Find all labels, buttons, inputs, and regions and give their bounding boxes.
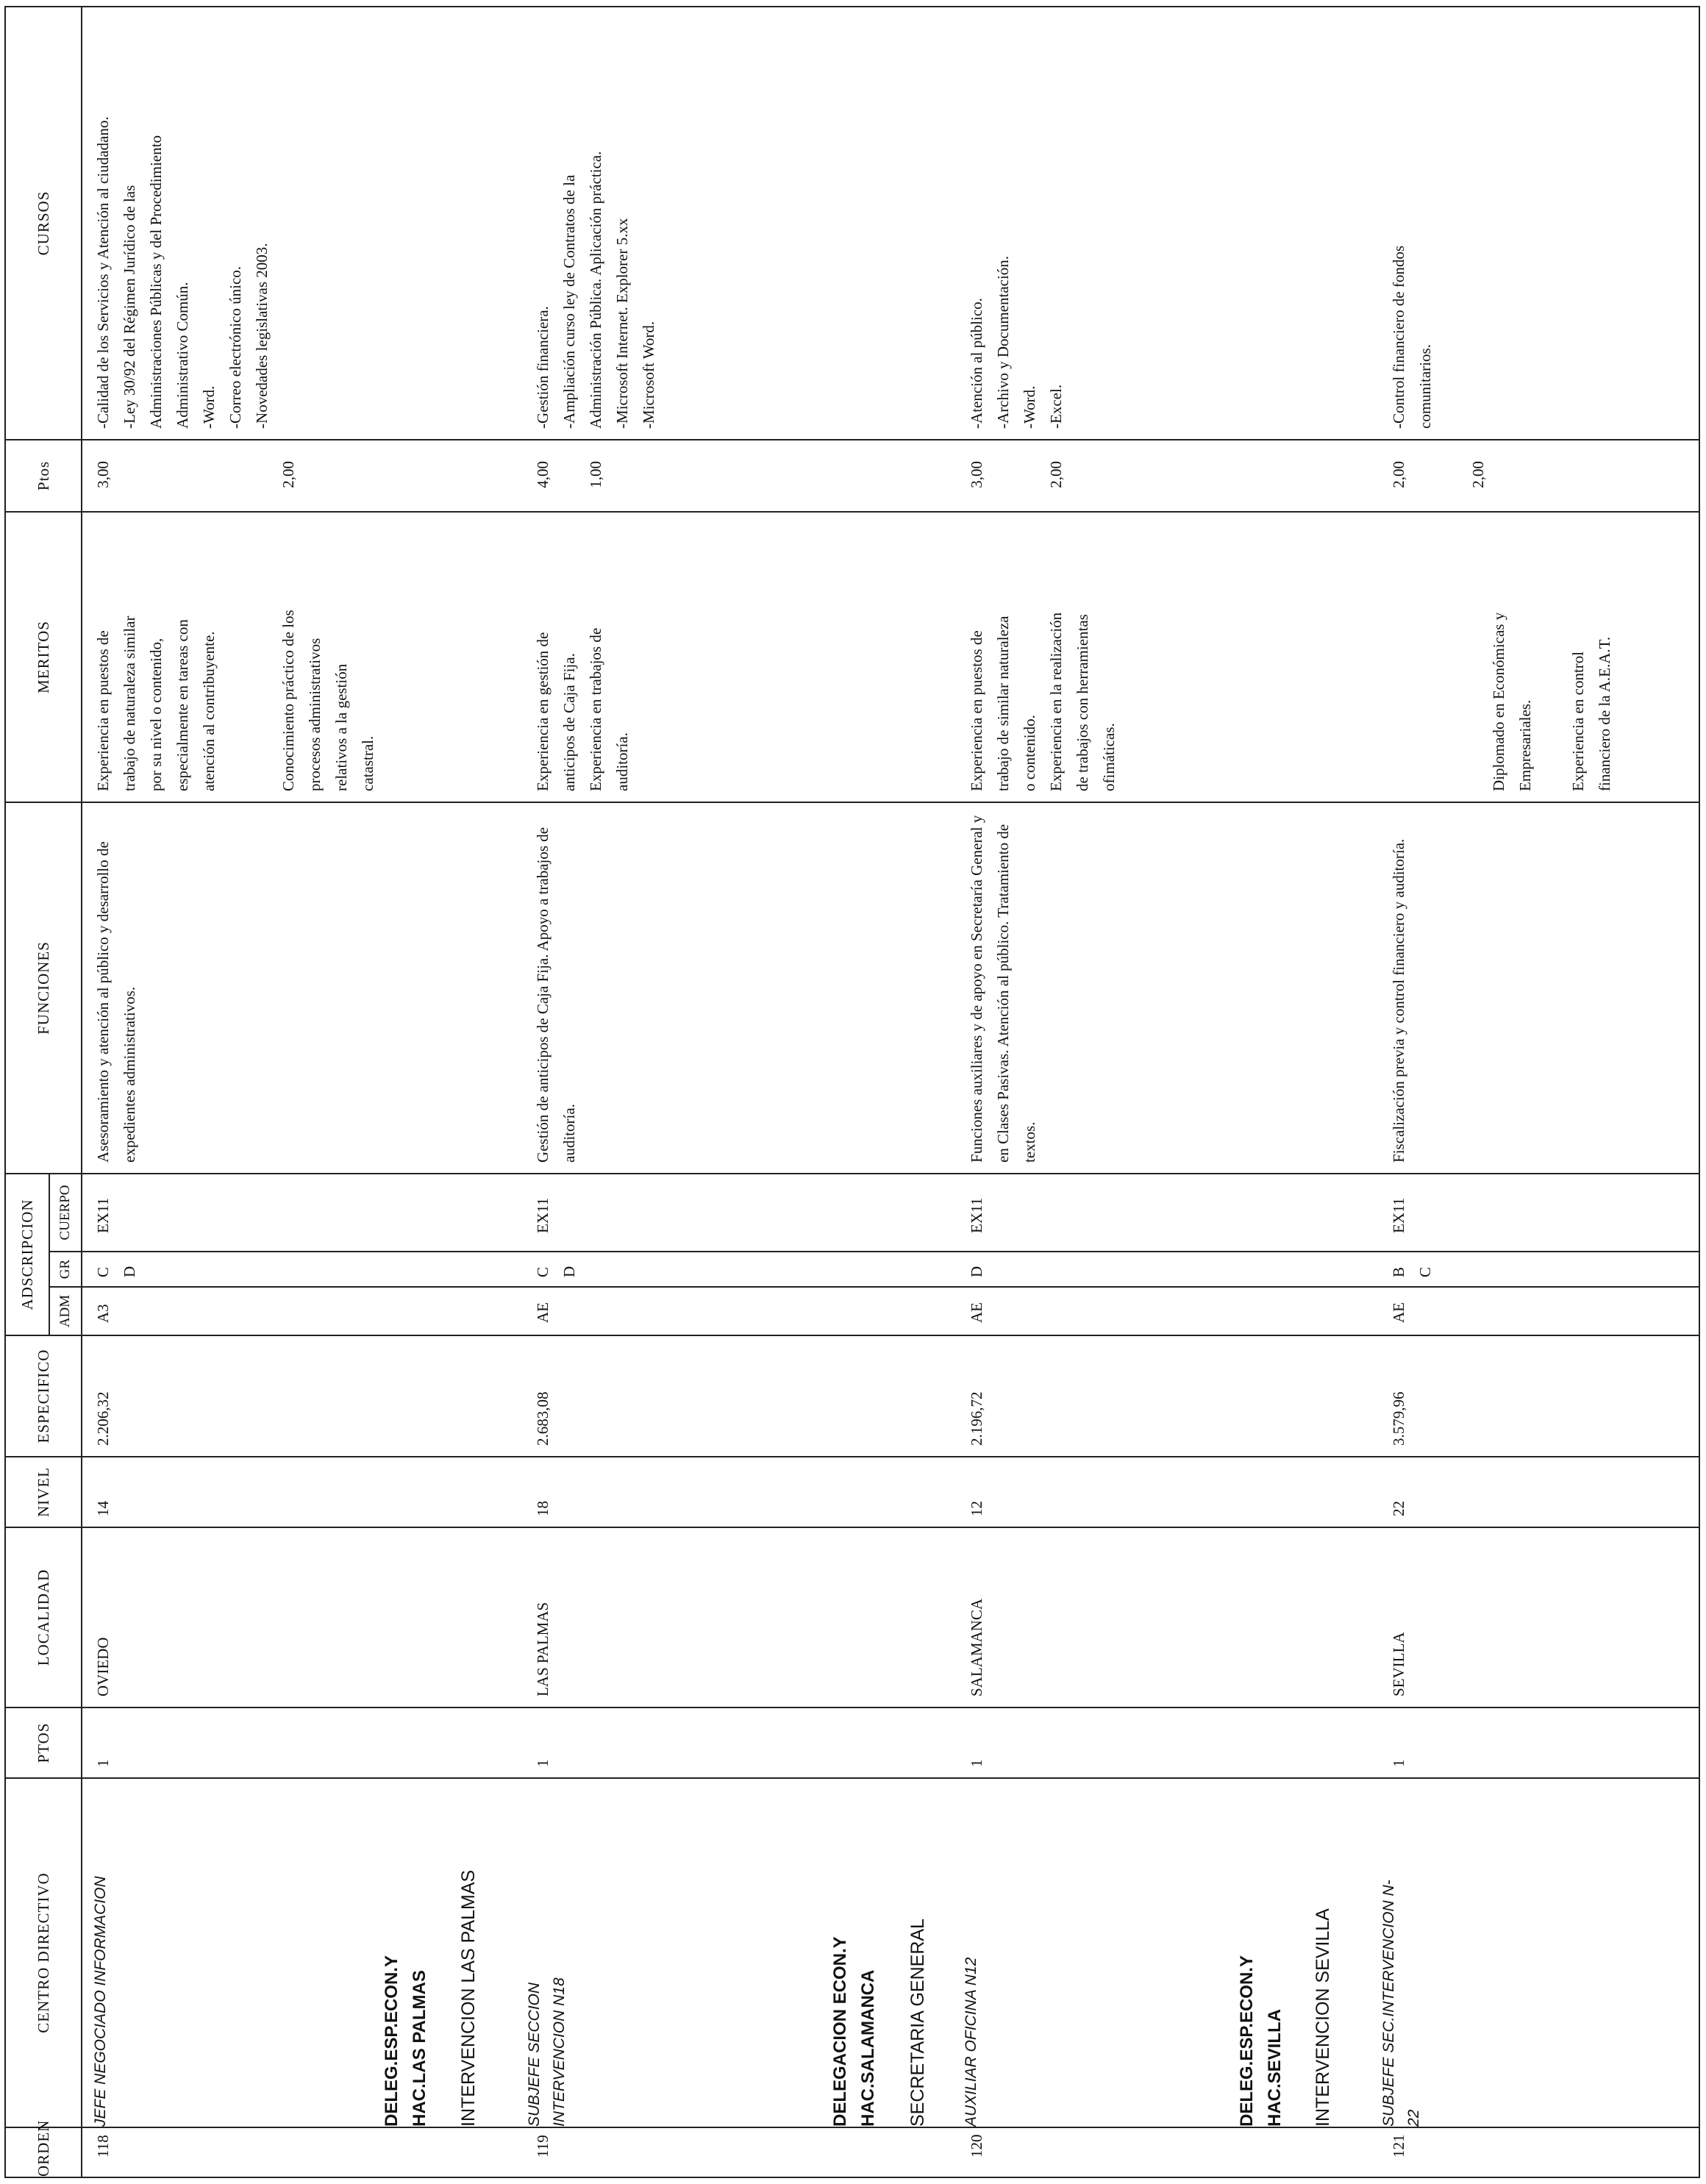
orden-118: 118 bbox=[94, 2135, 112, 2158]
header-centro-directivo: CENTRO DIRECTIVO bbox=[5, 1778, 82, 2127]
puesto-121: SUBJEFE SEC.INTERVENCION N-22 bbox=[1380, 1880, 1422, 2127]
cuerpo-118: EX11 bbox=[94, 1197, 112, 1233]
unidad-119: INTERVENCION LAS PALMAS bbox=[458, 1869, 479, 2127]
ptos-meritos-119-b: 1,00 bbox=[587, 460, 604, 488]
gr1-120: D bbox=[968, 1266, 985, 1277]
delegacion-120: DELEGACION ECON.Y HAC.SALAMANCA bbox=[830, 1936, 878, 2127]
curso-item: -Word. bbox=[1021, 385, 1038, 429]
curso-item: -Ampliación curso ley de Contratos de la Administración Pública. Aplicación práctica. bbox=[560, 151, 604, 429]
nivel-121: 22 bbox=[1390, 1501, 1407, 1516]
ptos-119: 1 bbox=[534, 1759, 552, 1767]
header-ptos-meritos: Ptos bbox=[5, 440, 82, 512]
especifico-120: 2.196,72 bbox=[968, 1391, 985, 1446]
gr2-118: D bbox=[121, 1266, 138, 1277]
adm-120: AE bbox=[968, 1302, 985, 1323]
delegacion-119: DELEG.ESP.ECON.Y HAC.LAS PALMAS bbox=[382, 1955, 429, 2127]
header-ptos: PTOS bbox=[5, 1707, 82, 1778]
curso-item: -Correo electrónico único. bbox=[226, 265, 244, 429]
col-funciones bbox=[82, 802, 1699, 1174]
adm-121: AE bbox=[1390, 1302, 1407, 1323]
localidad-118: OVIEDO bbox=[94, 1637, 112, 1696]
header-orden: ORDEN bbox=[5, 2127, 82, 2177]
curso-item: -Archivo y Documentación. bbox=[994, 255, 1012, 429]
gr2-121: C bbox=[1416, 1266, 1434, 1277]
delegacion-121: DELEG.ESP.ECON.Y HAC.SEVILLA bbox=[1237, 1955, 1285, 2127]
puesto-119: SUBJEFE SECCION INTERVENCION N18 bbox=[526, 1977, 568, 2127]
curso-item: -Novedades legislativas 2003. bbox=[253, 243, 271, 429]
col-cuerpo bbox=[82, 1174, 1699, 1252]
ptos-120: 1 bbox=[968, 1759, 985, 1767]
curso-item: -Control financiero de fondos comunitarios. bbox=[1390, 245, 1434, 429]
gr1-119: C bbox=[534, 1266, 552, 1277]
header-adscripcion: ADSCRIPCION bbox=[5, 1174, 49, 1335]
header-adm: ADM bbox=[49, 1287, 82, 1335]
cursos-120 bbox=[963, 81, 1069, 439]
curso-item: -Gestión financiera. bbox=[534, 306, 552, 429]
especifico-121: 3.579,96 bbox=[1390, 1391, 1407, 1446]
especifico-119: 2.683,08 bbox=[534, 1391, 552, 1446]
cursos-121 bbox=[1385, 213, 1438, 439]
localidad-120: SALAMANCA bbox=[968, 1598, 985, 1696]
curso-item: -Ley 30/92 del Régimen Jurídico de las Administraciones Públicas y del Procedimiento Administrativo Común. bbox=[121, 135, 191, 429]
localidad-121: SEVILLA bbox=[1390, 1632, 1407, 1696]
col-especifico bbox=[82, 1335, 1699, 1457]
col-cursos bbox=[82, 7, 1699, 440]
funciones-121: Fiscalización previa y control financiero y auditoría. bbox=[1390, 838, 1407, 1163]
unidad-120: SECRETARIA GENERAL bbox=[907, 1919, 928, 2127]
curso-item: -Atención al público. bbox=[968, 298, 985, 429]
puesto-120: AUXILIAR OFICINA N12 bbox=[963, 1957, 979, 2127]
orden-120: 120 bbox=[968, 2134, 985, 2158]
meritos-121-b: Experiencia en control financiero de la A.E.A.T. bbox=[1569, 636, 1613, 791]
localidad-119: LAS PALMAS bbox=[534, 1602, 552, 1696]
puesto-118: JEFE NEGOCIADO INFORMACION bbox=[92, 1876, 109, 2127]
ptos-meritos-121-a: 2,00 bbox=[1390, 460, 1407, 488]
ptos-meritos-120-a: 3,00 bbox=[968, 460, 985, 488]
curso-item: -Excel. bbox=[1047, 384, 1065, 429]
col-centro-directivo bbox=[82, 1778, 1699, 2127]
cuerpo-119: EX11 bbox=[534, 1197, 552, 1233]
gr1-121: B bbox=[1390, 1266, 1407, 1277]
meritos-118-b: Conocimiento práctico de los procesos administrativos relativos a la gestión catastral. bbox=[279, 610, 376, 791]
ptos-meritos-119-a: 4,00 bbox=[534, 460, 552, 488]
header-meritos: MERITOS bbox=[5, 512, 82, 802]
col-orden bbox=[82, 2127, 1699, 2177]
orden-119: 119 bbox=[534, 2135, 552, 2158]
meritos-121-a: Diplomado en Económicas y Empresariales. bbox=[1490, 612, 1534, 791]
meritos-119-b: Experiencia en trabajos de auditoría. bbox=[587, 627, 631, 791]
nivel-120: 12 bbox=[968, 1501, 985, 1516]
adm-118: A3 bbox=[94, 1304, 112, 1323]
ptos-meritos-121-b: 2,00 bbox=[1469, 460, 1487, 488]
header-especifico: ESPECIFICO bbox=[5, 1335, 82, 1457]
especifico-118: 2.206,32 bbox=[94, 1391, 112, 1446]
header-localidad: LOCALIDAD bbox=[5, 1527, 82, 1707]
cuerpo-120: EX11 bbox=[968, 1197, 985, 1233]
col-ptos bbox=[82, 1707, 1699, 1778]
cursos-119 bbox=[529, 81, 662, 439]
ptos-121: 1 bbox=[1390, 1759, 1407, 1767]
header-nivel: NIVEL bbox=[5, 1457, 82, 1527]
header-cuerpo: CUERPO bbox=[49, 1174, 82, 1252]
ptos-meritos-118-b: 2,00 bbox=[279, 460, 297, 488]
curso-item: -Calidad de los Servicios y Atención al ciudadano. bbox=[94, 116, 112, 429]
funciones-120: Funciones auxiliares y de apoyo en Secretaría General y en Clases Pasivas. Atención al público. Tratamiento de textos. bbox=[968, 815, 1038, 1163]
meritos-120-b: Experiencia en la realización de trabajos con herramientas ofimáticas. bbox=[1047, 612, 1118, 791]
gr2-119: D bbox=[560, 1266, 578, 1277]
col-adm bbox=[82, 1287, 1699, 1335]
col-meritos bbox=[82, 512, 1699, 802]
funciones-118: Asesoramiento y atención al público y desarrollo de expedientes administrativos. bbox=[94, 841, 138, 1163]
header-cursos: CURSOS bbox=[5, 7, 82, 440]
nivel-118: 14 bbox=[94, 1501, 112, 1516]
curso-item: -Word. bbox=[200, 385, 218, 429]
header-funciones: FUNCIONES bbox=[5, 802, 82, 1174]
unidad-121: INTERVENCION SEVILLA bbox=[1313, 1908, 1333, 2127]
header-gr: GR bbox=[49, 1252, 82, 1287]
cursos-118 bbox=[90, 81, 275, 439]
col-gr bbox=[82, 1252, 1699, 1287]
curso-item: -Microsoft Word. bbox=[640, 321, 657, 429]
vacancy-table bbox=[4, 6, 1700, 2178]
col-nivel bbox=[82, 1457, 1699, 1527]
curso-item: -Microsoft Internet. Explorer 5.xx bbox=[613, 218, 631, 429]
ptos-118: 1 bbox=[94, 1759, 112, 1767]
ptos-meritos-118-a: 3,00 bbox=[94, 460, 112, 488]
cuerpo-121: EX11 bbox=[1390, 1197, 1407, 1233]
meritos-119-a: Experiencia en gestión de anticipos de Caja Fija. bbox=[534, 632, 578, 791]
gr1-118: C bbox=[94, 1266, 112, 1277]
table-body-row bbox=[82, 7, 1699, 2177]
ptos-meritos-120-b: 2,00 bbox=[1047, 460, 1065, 488]
orden-121: 121 bbox=[1390, 2134, 1407, 2158]
nivel-119: 18 bbox=[534, 1501, 552, 1516]
col-localidad bbox=[82, 1527, 1699, 1707]
meritos-118-a: Experiencia en puestos de trabajo de naturaleza similar por su nivel o contenido, especialmente en tareas con atención al contribuyente. bbox=[94, 615, 218, 791]
meritos-120-a: Experiencia en puestos de trabajo de similar naturaleza o contenido. bbox=[968, 615, 1038, 791]
funciones-119: Gestión de anticipos de Caja Fija. Apoyo a trabajos de auditoría. bbox=[534, 827, 578, 1163]
col-ptos-meritos bbox=[82, 440, 1699, 512]
adm-119: AE bbox=[534, 1302, 552, 1323]
